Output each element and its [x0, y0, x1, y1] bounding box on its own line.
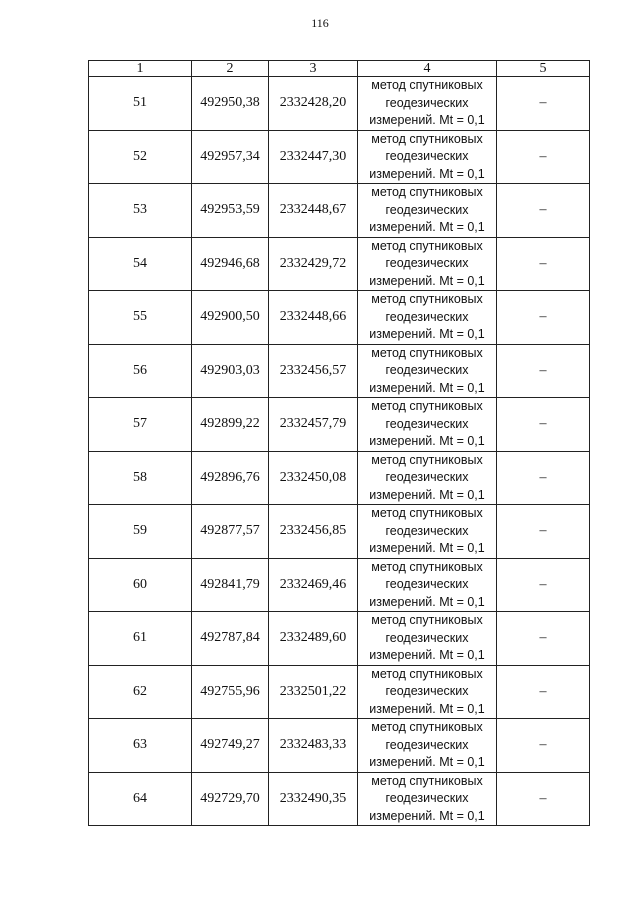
point-number-cell: 59	[89, 505, 192, 559]
method-line: геодезических	[385, 523, 469, 538]
y-coordinate-cell: 2332483,33	[269, 719, 358, 773]
table-row	[89, 772, 590, 826]
point-number-cell: 54	[89, 237, 192, 291]
method-line: метод спутниковых	[371, 185, 483, 199]
method-line: метод спутниковых	[371, 292, 483, 306]
coordinates-table	[88, 60, 590, 826]
note-cell: –	[497, 237, 590, 291]
method-line: геодезических	[385, 95, 469, 110]
table-row	[89, 398, 590, 452]
method-line: измерений. Mt = 0,1	[369, 594, 485, 609]
method-cell	[358, 451, 497, 505]
point-number-cell: 58	[89, 451, 192, 505]
table-header-row	[89, 61, 590, 77]
note-cell: –	[497, 665, 590, 719]
x-coordinate-cell: 492755,96	[192, 665, 269, 719]
method-line: геодезических	[385, 363, 469, 377]
y-coordinate-cell: 2332429,72	[269, 237, 358, 291]
note-cell: –	[497, 558, 590, 612]
x-coordinate-cell: 492953,59	[192, 184, 269, 238]
note-cell: –	[497, 77, 590, 131]
note-cell: –	[497, 772, 590, 826]
method-line: измерений. Mt = 0,1	[369, 166, 485, 181]
method-line: метод спутниковых	[371, 720, 483, 734]
x-coordinate-cell: 492896,76	[192, 451, 269, 505]
method-line: измерений. Mt = 0,1	[369, 487, 485, 502]
method-cell	[358, 237, 497, 291]
method-cell	[358, 612, 497, 666]
method-cell	[358, 398, 497, 452]
method-cell	[358, 558, 497, 612]
method-cell	[358, 665, 497, 719]
point-number-cell: 62	[89, 665, 192, 719]
point-number-cell: 52	[89, 130, 192, 184]
table-row	[89, 291, 590, 345]
note-cell: –	[497, 451, 590, 505]
point-number-cell: 55	[89, 291, 192, 345]
x-coordinate-cell: 492950,38	[192, 77, 269, 131]
method-line: метод спутниковых	[371, 238, 483, 253]
table-row	[89, 237, 590, 291]
note-cell: –	[497, 612, 590, 666]
y-coordinate-cell: 2332448,66	[269, 291, 358, 345]
y-coordinate-cell: 2332489,60	[269, 612, 358, 666]
note-cell: –	[497, 505, 590, 559]
note-cell: –	[497, 719, 590, 773]
method-line: геодезических	[385, 630, 469, 645]
table-row	[89, 719, 590, 773]
y-coordinate-cell: 2332456,85	[269, 505, 358, 559]
method-line: метод спутниковых	[371, 613, 483, 627]
method-line: измерений. Mt = 0,1	[369, 755, 485, 769]
x-coordinate-cell: 492957,34	[192, 130, 269, 184]
method-line: метод спутниковых	[371, 773, 483, 788]
method-cell	[358, 719, 497, 773]
method-line: метод спутниковых	[371, 131, 483, 146]
point-number-cell: 56	[89, 344, 192, 398]
x-coordinate-cell: 492900,50	[192, 291, 269, 345]
x-coordinate-cell: 492841,79	[192, 558, 269, 612]
method-line: геодезических	[385, 470, 469, 484]
method-cell	[358, 291, 497, 345]
method-line: измерений. Mt = 0,1	[369, 808, 485, 823]
x-coordinate-cell: 492749,27	[192, 719, 269, 773]
y-coordinate-cell: 2332447,30	[269, 130, 358, 184]
column-header: 5	[497, 61, 590, 77]
point-number-cell: 53	[89, 184, 192, 238]
point-number-cell: 63	[89, 719, 192, 773]
method-line: геодезических	[385, 202, 469, 217]
method-line: измерений. Mt = 0,1	[369, 648, 485, 662]
column-header: 4	[358, 61, 497, 77]
note-cell: –	[497, 398, 590, 452]
x-coordinate-cell: 492899,22	[192, 398, 269, 452]
method-cell	[358, 772, 497, 826]
y-coordinate-cell: 2332428,20	[269, 77, 358, 131]
point-number-cell: 61	[89, 612, 192, 666]
table-row	[89, 130, 590, 184]
point-number-cell: 64	[89, 772, 192, 826]
table-row	[89, 558, 590, 612]
page-number: 116	[311, 16, 329, 30]
table-row	[89, 612, 590, 666]
table-row	[89, 344, 590, 398]
point-number-cell: 51	[89, 77, 192, 131]
method-line: геодезических	[385, 256, 469, 270]
note-cell: –	[497, 344, 590, 398]
method-cell	[358, 130, 497, 184]
note-cell: –	[497, 291, 590, 345]
table-row	[89, 665, 590, 719]
x-coordinate-cell: 492729,70	[192, 772, 269, 826]
x-coordinate-cell: 492903,03	[192, 344, 269, 398]
column-header: 3	[269, 61, 358, 77]
method-line: измерений. Mt = 0,1	[369, 701, 485, 716]
point-number-cell: 60	[89, 558, 192, 612]
method-cell	[358, 505, 497, 559]
table-body	[89, 77, 590, 826]
method-line: метод спутниковых	[371, 399, 483, 413]
method-line: геодезических	[385, 149, 469, 163]
method-cell	[358, 184, 497, 238]
method-line: геодезических	[385, 684, 469, 698]
x-coordinate-cell: 492787,84	[192, 612, 269, 666]
method-line: метод спутниковых	[371, 345, 483, 360]
table-row	[89, 184, 590, 238]
method-line: измерений. Mt = 0,1	[369, 220, 485, 234]
method-line: метод спутниковых	[371, 559, 483, 574]
table-row	[89, 505, 590, 559]
method-line: измерений. Mt = 0,1	[369, 380, 485, 395]
table-row	[89, 77, 590, 131]
y-coordinate-cell: 2332450,08	[269, 451, 358, 505]
y-coordinate-cell: 2332469,46	[269, 558, 358, 612]
column-header: 2	[192, 61, 269, 77]
method-line: геодезических	[385, 309, 469, 324]
method-line: геодезических	[385, 416, 469, 431]
y-coordinate-cell: 2332448,67	[269, 184, 358, 238]
y-coordinate-cell: 2332490,35	[269, 772, 358, 826]
method-line: метод спутниковых	[371, 452, 483, 467]
column-header: 1	[89, 61, 192, 77]
method-line: метод спутниковых	[371, 666, 483, 681]
method-line: измерений. Mt = 0,1	[369, 541, 485, 555]
method-cell	[358, 77, 497, 131]
method-line: измерений. Mt = 0,1	[369, 327, 485, 341]
method-line: геодезических	[385, 737, 469, 752]
method-line: геодезических	[385, 791, 469, 805]
note-cell: –	[497, 184, 590, 238]
y-coordinate-cell: 2332457,79	[269, 398, 358, 452]
method-line: измерений. Mt = 0,1	[369, 273, 485, 288]
table-row	[89, 451, 590, 505]
method-line: метод спутниковых	[371, 78, 483, 92]
y-coordinate-cell: 2332501,22	[269, 665, 358, 719]
note-cell: –	[497, 130, 590, 184]
x-coordinate-cell: 492877,57	[192, 505, 269, 559]
method-cell	[358, 344, 497, 398]
point-number-cell: 57	[89, 398, 192, 452]
method-line: метод спутниковых	[371, 506, 483, 520]
x-coordinate-cell: 492946,68	[192, 237, 269, 291]
method-line: геодезических	[385, 577, 469, 591]
method-line: измерений. Mt = 0,1	[369, 113, 485, 127]
method-line: измерений. Mt = 0,1	[369, 434, 485, 448]
y-coordinate-cell: 2332456,57	[269, 344, 358, 398]
